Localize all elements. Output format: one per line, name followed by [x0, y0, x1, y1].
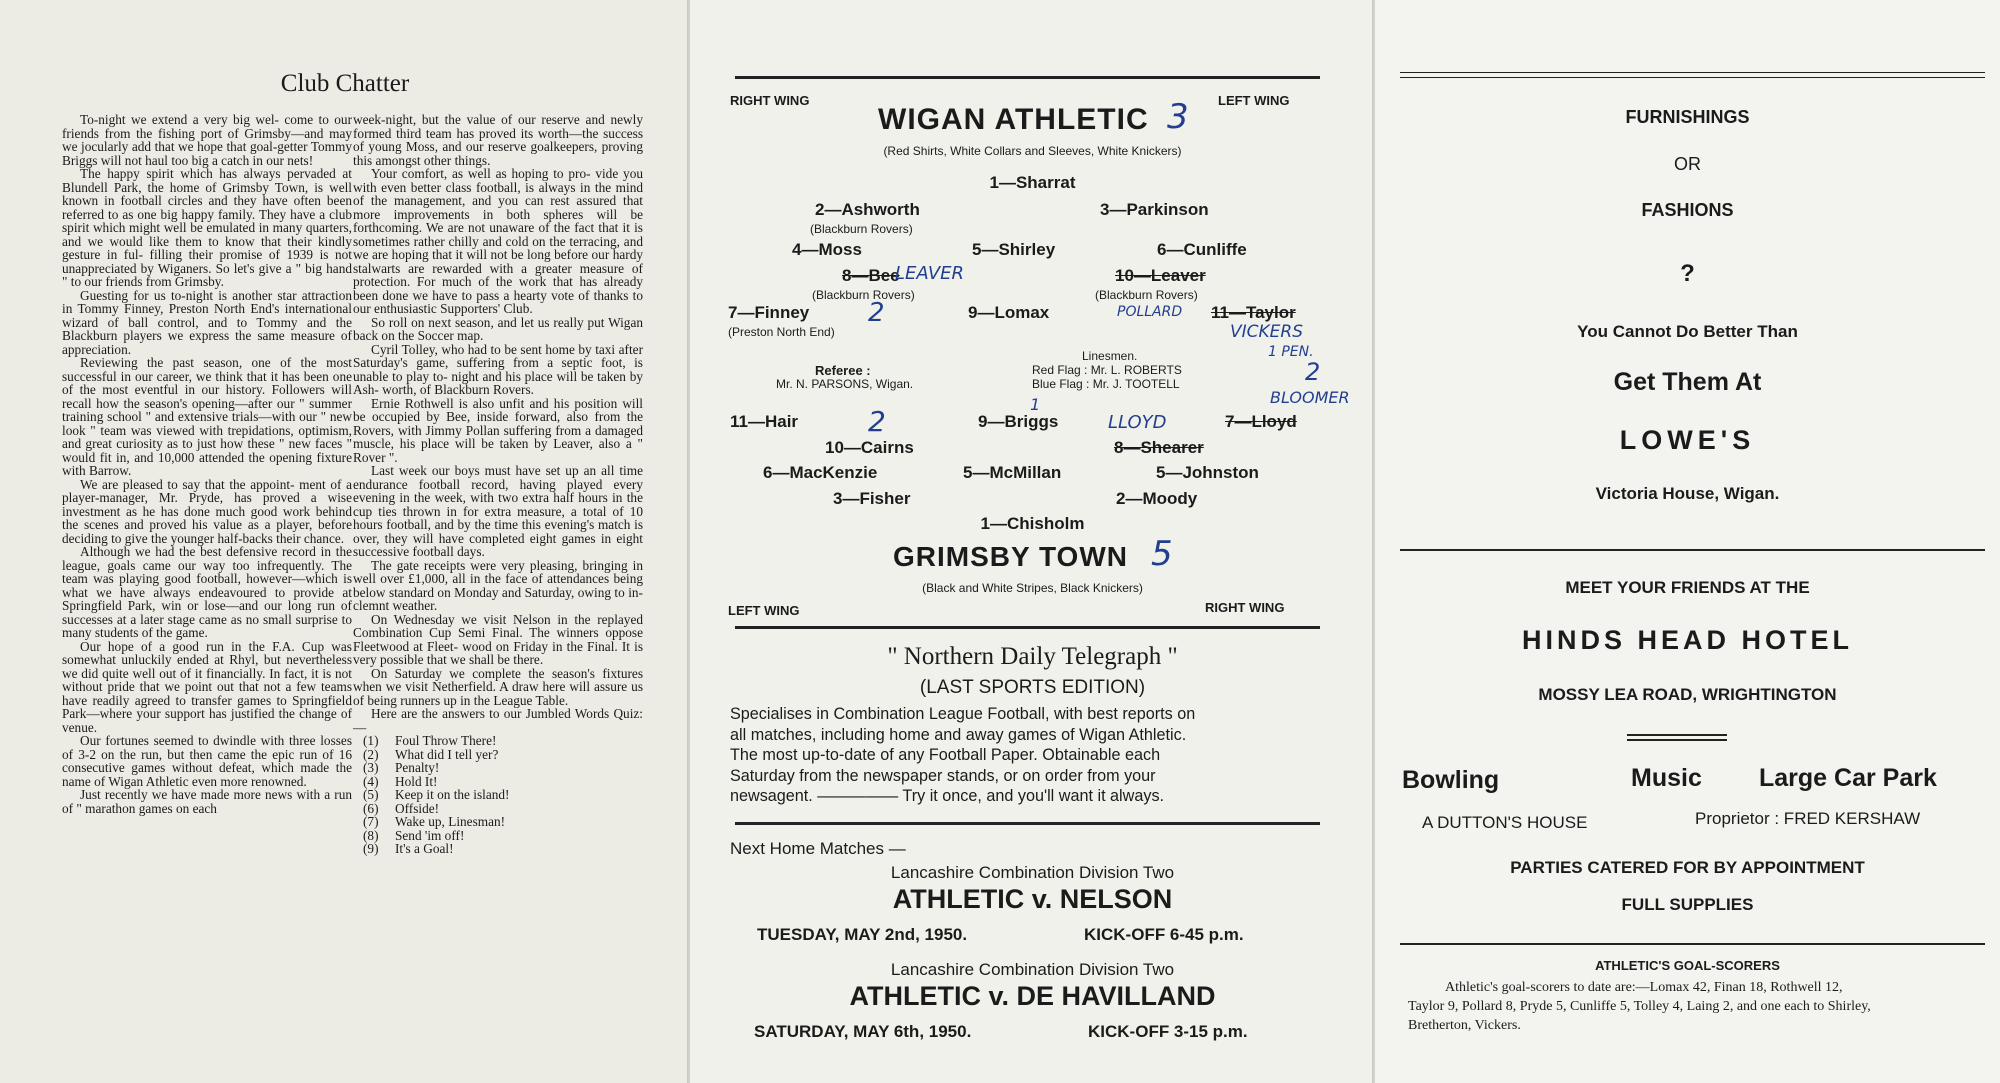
- hinds-supplies: FULL SUPPLIES: [1621, 895, 1754, 914]
- paragraph: Guesting for us to-night is another star attraction in Tommy Finney, Preston North End's international wizard of ball control, and to Tommy and the Blackburn players we express the same measure of appreciation.: [62, 287, 352, 357]
- home-player-3: 3—Parkinson: [1100, 200, 1209, 219]
- player-club: (Preston North End): [728, 325, 835, 339]
- handwritten-note: POLLARD: [1117, 304, 1183, 320]
- quiz-answer: (4) Hold It!: [363, 773, 438, 789]
- home-player-5: 5—Shirley: [972, 240, 1056, 259]
- quiz-answers: [353, 734, 643, 856]
- referee-name: Mr. N. PARSONS, Wigan.: [776, 377, 914, 391]
- away-player-9: 9—Briggs: [978, 412, 1059, 431]
- paragraph: The gate receipts were very pleasing, bringing in well over £1,000, all in the face of attendances being below standard on Monday and Saturday, owing to in- clemnt weather.: [353, 557, 643, 613]
- player-club: (Blackburn Rovers): [1095, 288, 1198, 302]
- divider: [1627, 734, 1727, 736]
- telegraph-advert-text: Specialises in Combination League Football, with best reports on all matches, including home and away games of Wigan Athletic. The most up-to-date of any Football Paper. Obtainable each Saturday from the newspaper stands, or on order from your newsagent. ————— Try it once, and you'll want it always.: [730, 705, 1196, 805]
- fixture-1-title: ATHLETIC v. NELSON: [892, 884, 1173, 914]
- away-colours: (Black and White Stripes, Black Knickers): [922, 581, 1143, 595]
- home-player-1: 1—Sharrat: [989, 173, 1076, 192]
- red-flag-linesman: Red Flag : Mr. L. ROBERTS: [1032, 363, 1182, 377]
- handwritten-goals: 2: [1305, 358, 1321, 386]
- handwritten-goals: 2: [868, 405, 886, 438]
- linesmen-label: Linesmen.: [1082, 349, 1138, 363]
- telegraph-subtitle: (LAST SPORTS EDITION): [919, 677, 1146, 698]
- goal-scorers-line-1: Athletic's goal-scorers to date are:—Lomax 42, Finan 18, Rothwell 12,: [1445, 980, 1843, 995]
- team-sheet-page: [690, 0, 1375, 1083]
- quiz-answer: (6) Offside!: [363, 800, 440, 816]
- home-player-8: 8—Bee: [842, 266, 900, 285]
- club-chatter-title: Club Chatter: [280, 70, 410, 97]
- hinds-proprietor: Proprietor : FRED KERSHAW: [1695, 809, 1921, 828]
- hinds-parties: PARTIES CATERED FOR BY APPOINTMENT: [1510, 858, 1865, 877]
- fixture-1-date: TUESDAY, MAY 2nd, 1950.: [757, 925, 968, 944]
- paragraph: Our hope of a good run in the F.A. Cup was somewhat unluckily ended at Rhyl, but nevertheless we did quite well out of it financially. In fact, it is not without pride that we point out that not a few teams have readily agreed to transfer games to Springfield Park—where your support has justified the change of venue.: [62, 638, 352, 735]
- paragraph: On Saturday we complete the season's fixtures when we visit Netherfield. A draw here will assure us of being runners up in the League Table.: [353, 665, 643, 708]
- divider: [735, 626, 1320, 629]
- goal-scorers-title: ATHLETIC'S GOAL-SCORERS: [1595, 958, 1780, 973]
- goal-scorers-line-3: Bretherton, Vickers.: [1408, 1018, 1521, 1033]
- hinds-music: Music: [1631, 764, 1702, 792]
- away-player-2: 2—Moody: [1116, 489, 1198, 508]
- away-team-name: GRIMSBY TOWN: [893, 541, 1128, 572]
- fixtures-heading: Next Home Matches —: [730, 839, 906, 858]
- paragraph: Ernie Rothwell is also unfit and his position will be occupied by Bee, inside forward, also from the Rovers, with Jimmy Pollan suffering from a damaged muscle, his place will be taken by Leaver, also a " Rover ".: [353, 395, 643, 465]
- home-player-6: 6—Cunliffe: [1157, 240, 1247, 259]
- player-club: (Blackburn Rovers): [810, 222, 913, 236]
- right-wing-label: RIGHT WING: [1205, 600, 1285, 615]
- divider: [1627, 739, 1727, 741]
- adverts-page: [1375, 0, 2000, 1083]
- quiz-answer: (1) Foul Throw There!: [363, 733, 497, 748]
- lowes-line-2: OR: [1674, 154, 1701, 174]
- paragraph: week-night, but the value of our reserve and newly formed third team has proved its worth—the success of young Moss, and our reserve goalkeepers, proving this amongst other things.: [353, 112, 643, 168]
- quiz-answer: (3) Penalty!: [363, 760, 440, 775]
- quiz-answer: (5) Keep it on the island!: [363, 787, 510, 802]
- away-player-8: 8—Shearer: [1114, 438, 1204, 457]
- away-player-3: 3—Fisher: [833, 489, 911, 508]
- quiz-answer: (2) What did I tell yer?: [363, 746, 499, 762]
- lowes-line-3: FASHIONS: [1641, 200, 1734, 220]
- fixture-2-kickoff: KICK-OFF 3-15 p.m.: [1088, 1022, 1248, 1041]
- handwritten-note: VICKERS: [1230, 322, 1304, 342]
- home-player-2: 2—Ashworth: [815, 200, 920, 219]
- paragraph: So roll on next season, and let us really put Wigan back on the Soccer map.: [353, 314, 643, 343]
- lowes-question-mark: ?: [1680, 260, 1695, 287]
- quiz-answer: (8) Send 'im off!: [363, 827, 465, 843]
- hinds-hotel-name: HINDS HEAD HOTEL: [1521, 625, 1853, 655]
- fixture-1-kickoff: KICK-OFF 6-45 p.m.: [1084, 925, 1244, 944]
- paragraph: Reviewing the past season, one of the most successful in our career, we think that it has been one of the most eventful in our history. Followers will recall how the season's opening—after our " summer training school " and extensive trials—with our " new look " team was viewed with trepidations, optimism, and great curiosity as to just how these " new faces " would fit in, and 10,000 attended the opening fixture with Barrow.: [62, 355, 352, 478]
- telegraph-title: " Northern Daily Telegraph ": [887, 643, 1178, 670]
- fixture-2-competition: Lancashire Combination Division Two: [890, 960, 1175, 979]
- away-player-5-johnston: 5—Johnston: [1156, 463, 1259, 482]
- lowes-address: Victoria House, Wigan.: [1595, 484, 1780, 503]
- club-chatter-column-2: [353, 113, 643, 856]
- paragraph: We are pleased to say that the appoint- ment of a player-manager, Mr. Pryde, has proved a wise investment as he has done much good work behind the scenes and proved his value as a player, before deciding to give the younger half-backs their chance.: [62, 476, 352, 546]
- away-player-7: 7—Lloyd: [1225, 412, 1297, 431]
- handwritten-note: LLOYD: [1108, 412, 1167, 433]
- home-colours: (Red Shirts, White Collars and Sleeves, White Knickers): [883, 144, 1182, 158]
- divider: [1400, 72, 1985, 73]
- paragraph: Your comfort, as well as hoping to pro- vide you with even better class football, is always in the mind of the management, and you can rest assured that more improvements in both spheres will be forthcoming. We are not unaware of the fact that it is sometimes rather chilly and cold on the terracing, and we are hoping that it will not be long before our hardy stalwarts are rewarded with a greater measure of protection. For much of the work that has already been done we have to pass a hearty vote of thanks to our enthusiastic Supporters' Club.: [353, 166, 643, 316]
- hinds-car-park: Large Car Park: [1759, 764, 1937, 792]
- handwritten-note: 1 PEN.: [1268, 344, 1314, 360]
- away-player-1: 1—Chisholm: [980, 514, 1085, 533]
- fixture-2-title: ATHLETIC v. DE HAVILLAND: [849, 981, 1216, 1011]
- paragraph: Although we had the best defensive record in the league, goals came our way too infrequently. The team was playing good football, however—which is what we have always endeavoured to provide at Springfield Park, win or lose—and our long run of successes at a later stage came as no small surprise to many students of the game.: [62, 544, 352, 640]
- home-player-7: 7—Finney: [728, 303, 810, 322]
- divider: [1400, 943, 1985, 945]
- home-score-handwritten: 3: [1167, 97, 1189, 137]
- paragraph: Last week our boys must have set up an all time endurance football record, having played every evening in the week, with two extra half hours in the cup ties thrown in for extra measure, a total of 10 hours football, and by the time this evening's match is over, they will have completed eight games in eight successive football days.: [353, 463, 643, 559]
- club-chatter-page: [0, 0, 690, 1083]
- divider: [1400, 549, 1985, 551]
- handwritten-goals: 2: [868, 298, 885, 328]
- blue-flag-linesman: Blue Flag : Mr. J. TOOTELL: [1032, 377, 1180, 391]
- divider: [735, 822, 1320, 825]
- away-player-6: 6—MacKenzie: [763, 463, 878, 482]
- home-team-name: WIGAN ATHLETIC: [878, 103, 1149, 136]
- left-wing-label: LEFT WING: [1218, 93, 1290, 108]
- home-player-4: 4—Moss: [792, 240, 862, 259]
- paragraph: Cyril Tolley, who had to be sent home by taxi after Saturday's game, suffering from a septic foot, is unable to play to- night and his place will be taken by Ash- worth, of Blackburn Rovers.: [353, 341, 643, 397]
- paragraph: Just recently we have made more news with a run of " marathon games on each: [62, 787, 352, 816]
- quiz-answer: (7) Wake up, Linesman!: [363, 814, 506, 829]
- paragraph: On Wednesday we visit Nelson in the replayed Combination Cup Semi Final. The winners oppose Fleetwood at Fleet- wood on Friday in the Final. It is very possible that we shall be there.: [353, 611, 643, 667]
- hinds-address: MOSSY LEA ROAD, WRIGHTINGTON: [1538, 685, 1837, 704]
- away-player-10: 10—Cairns: [825, 438, 914, 457]
- handwritten-note: BLOOMER: [1270, 388, 1350, 407]
- left-wing-label: LEFT WING: [728, 603, 800, 618]
- home-player-10: 10—Leaver: [1115, 266, 1206, 285]
- right-wing-label: RIGHT WING: [730, 93, 810, 108]
- away-player-11: 11—Hair: [730, 412, 799, 431]
- lowes-line-6: Get Them At: [1613, 368, 1762, 396]
- home-player-11: 11—Taylor: [1211, 303, 1296, 322]
- handwritten-note: LEAVER: [895, 263, 965, 284]
- hinds-duttons: A DUTTON'S HOUSE: [1422, 813, 1588, 832]
- referee-label: Referee :: [815, 363, 871, 378]
- player-club: (Blackburn Rovers): [812, 288, 915, 302]
- fixture-2-date: SATURDAY, MAY 6th, 1950.: [754, 1022, 972, 1041]
- divider: [735, 76, 1320, 79]
- hinds-line-1: MEET YOUR FRIENDS AT THE: [1565, 578, 1810, 597]
- divider: [1400, 77, 1985, 78]
- away-player-5-mcmillan: 5—McMillan: [963, 463, 1062, 482]
- fixture-1-competition: Lancashire Combination Division Two: [890, 863, 1175, 882]
- away-score-handwritten: 5: [1151, 534, 1173, 574]
- club-chatter-column-1: [62, 113, 352, 815]
- lowes-name: LOWE'S: [1619, 425, 1756, 455]
- paragraph: To-night we extend a very big wel- come to our friends from the fishing port of Grimsby—and may we jocularly add that we hope that goal-getter Tommy Briggs will not haul too big a catch in our nets!: [62, 112, 352, 168]
- handwritten-goals: 1: [1030, 395, 1041, 414]
- paragraph: Our fortunes seemed to dwindle with three losses of 3-2 on the run, but then came the epic run of 16 consecutive games without defeat, which made the name of Wigan Athletic even more renowned.: [62, 733, 352, 789]
- hinds-bowling: Bowling: [1402, 766, 1500, 794]
- lowes-line-1: FURNISHINGS: [1625, 107, 1750, 127]
- paragraph: The happy spirit which has always pervaded at Blundell Park, the home of Grimsby Town, is well known in football circles and they have often been referred to as one big happy family. They have a club spirit which might well be emulated in many quarters, and we would like them to know that their kindly gesture in ful- filling their promise of 1939 is not unappreciated by Wiganers. So let's give a " big hand " to our friends from Grimsby.: [62, 166, 352, 289]
- lowes-line-5: You Cannot Do Better Than: [1577, 322, 1798, 341]
- paragraph: Here are the answers to our Jumbled Words Quiz:—: [353, 706, 643, 735]
- home-player-9: 9—Lomax: [968, 303, 1050, 322]
- quiz-answer: (9) It's a Goal!: [363, 841, 454, 856]
- goal-scorers-line-2: Taylor 9, Pollard 8, Pryde 5, Cunliffe 5, Tolley 4, Laing 2, and one each to Shirley,: [1408, 999, 1871, 1014]
